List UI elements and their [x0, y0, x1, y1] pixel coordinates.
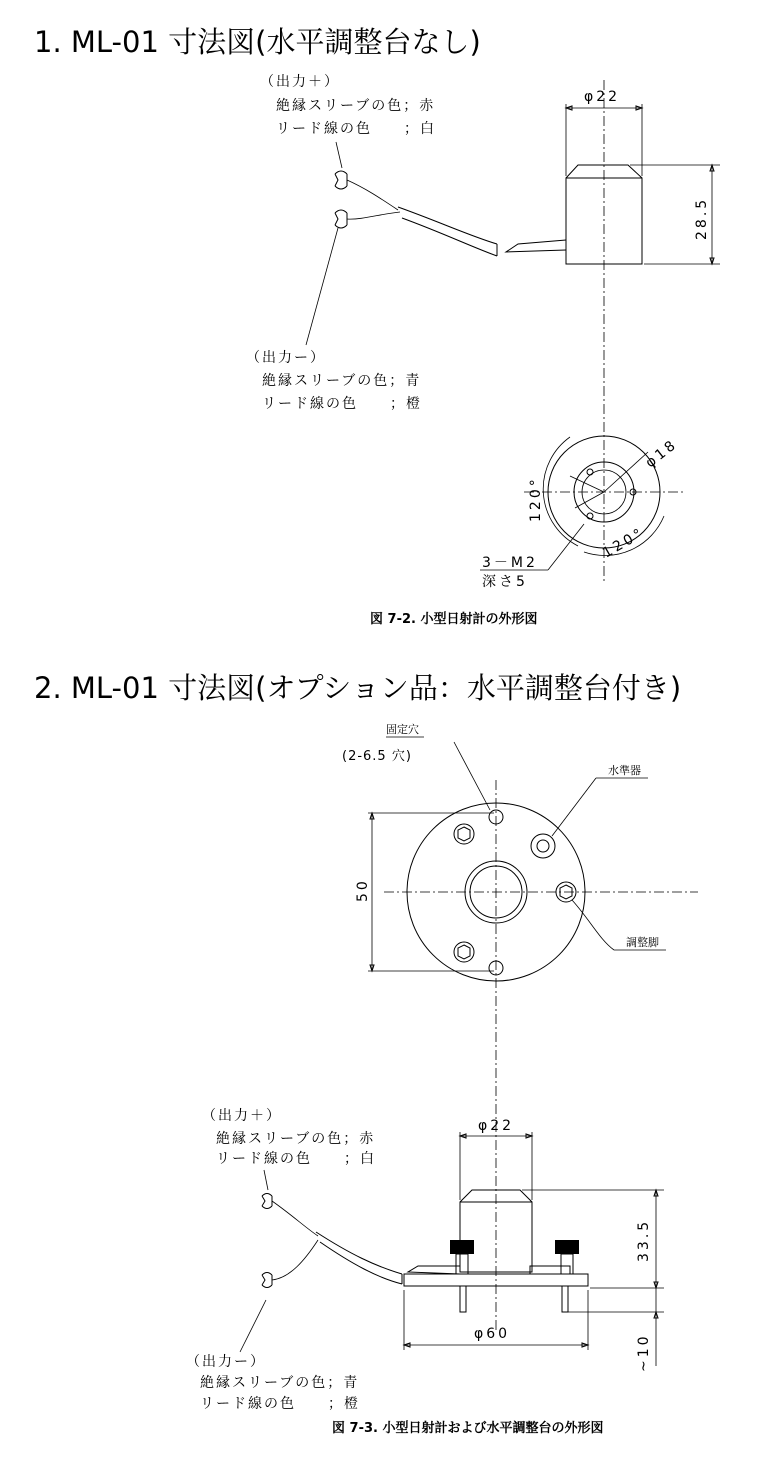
- s1-depth-label: 深さ5: [482, 574, 528, 590]
- section2-heading: 2. ML-01 寸法図(オプション品：水平調整台付き): [34, 671, 682, 705]
- s1-minus-title: （出力ー）: [246, 350, 326, 366]
- s2-minus-sleeve: 絶縁スリーブの色；青: [200, 1375, 360, 1391]
- s1-terminal-lugs: [335, 171, 400, 228]
- s2-plus-lead: リード線の色 ；白: [216, 1151, 376, 1167]
- s2-cable: [316, 1232, 402, 1284]
- s1-minus-lead: リード線の色 ；橙: [262, 396, 422, 412]
- s2-adjust-label: 調整脚: [626, 936, 659, 949]
- s2-dia-base-label: φ60: [474, 1326, 511, 1342]
- s1-sensor-side-view: [506, 80, 642, 582]
- s2-dia-top-label: φ22: [478, 1118, 515, 1134]
- s2-side-view: [404, 1140, 588, 1330]
- section1-wire-labels: [246, 73, 436, 412]
- section2-caption: 図 7-3. 小型日射計および水平調整台の外形図: [332, 1421, 604, 1436]
- s2-minus-title: （出力ー）: [186, 1354, 266, 1370]
- s1-height-label: 28.5: [694, 196, 710, 240]
- s2-minus-lead: リード線の色 ；橙: [200, 1396, 360, 1412]
- s2-height-label: 33.5: [636, 1218, 652, 1262]
- s1-plus-title: （出力＋）: [260, 74, 340, 90]
- s2-terminal-lugs: [262, 1194, 318, 1288]
- s2-dimension-lines: [404, 1132, 664, 1366]
- s2-level-label: 水準器: [608, 764, 641, 777]
- s2-leader-lines: [240, 1170, 268, 1352]
- s2-fix-hole-label: 固定穴: [386, 723, 419, 736]
- s1-dia-top-label: φ22: [584, 89, 621, 105]
- s1-plus-sleeve: 絶縁スリーブの色；赤: [276, 98, 436, 114]
- s2-width-label: 50: [355, 878, 371, 902]
- s1-plus-lead: リード線の色 ；白: [276, 121, 436, 137]
- s1-minus-sleeve: 絶縁スリーブの色；青: [262, 373, 422, 389]
- section1-caption: 図 7-2. 小型日射計の外形図: [370, 612, 538, 627]
- s1-angle-right-label: 120°: [600, 524, 648, 562]
- s1-screw-label: 3－M2: [482, 555, 538, 571]
- s1-cable: [398, 207, 497, 256]
- s1-dia-bolt-label: φ18: [642, 436, 681, 472]
- s2-plus-sleeve: 絶縁スリーブの色；赤: [216, 1131, 376, 1147]
- section1-heading: 1. ML-01 寸法図(水平調整台なし): [34, 25, 481, 59]
- s2-plus-title: （出力＋）: [202, 1108, 282, 1124]
- s2-fix-hole-spec: (2-6.5 穴): [342, 749, 412, 764]
- s1-angle-left-label: 120°: [528, 476, 544, 522]
- s2-leg-label: ~10: [636, 1333, 652, 1372]
